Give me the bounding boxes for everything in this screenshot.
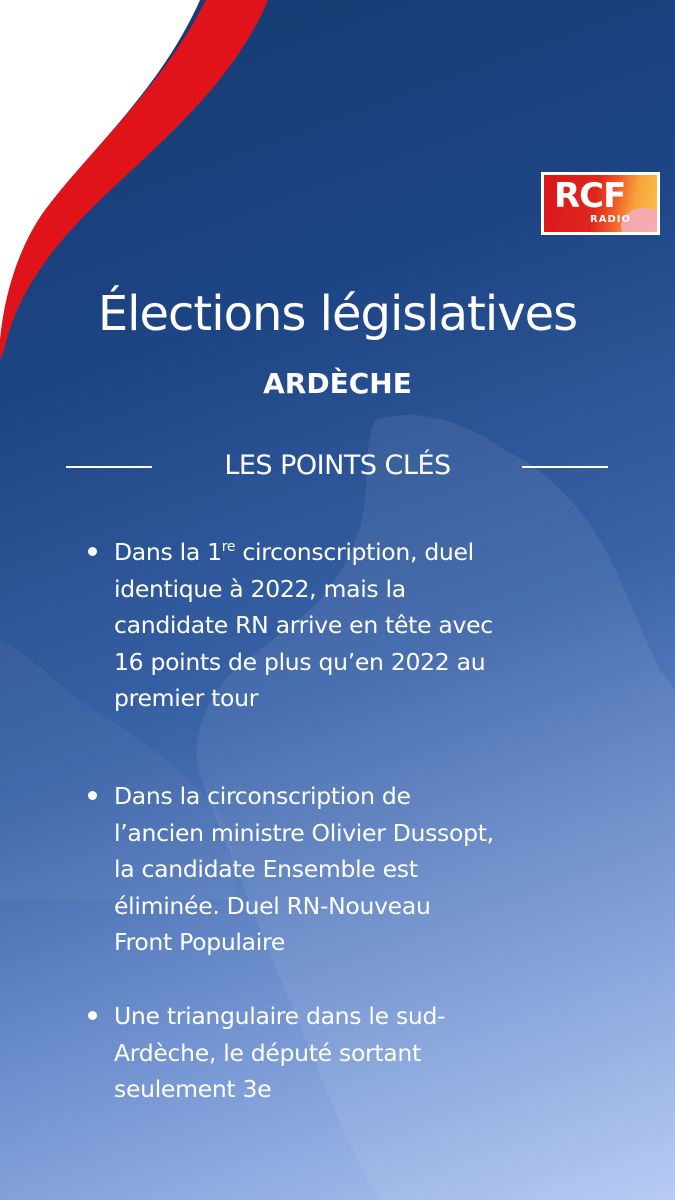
section-title: LES POINTS CLÉS (224, 450, 451, 481)
bullet-dot (88, 791, 97, 800)
list-item-text: Dans la circonscription de l’ancien ministre Olivier Dussopt, la candidate Ensemble est éliminée. Duel RN-Nouveau Front Populaire (114, 782, 494, 956)
logo-word: RCF (554, 176, 626, 216)
page-subtitle: ARDÈCHE (263, 367, 412, 400)
page-title: Élections législatives (97, 286, 578, 342)
superscript: re (221, 539, 236, 555)
list-item-text: Dans la 1re circonscription, duel identique à 2022, mais la candidate RN arrive en tête avec 16 points de plus qu’en 2022 au premier tour (114, 538, 493, 712)
bullet-dot (88, 547, 97, 556)
list-item-text: Une triangulaire dans le sud-Ardèche, le député sortant seulement 3e (114, 1002, 446, 1103)
bullet-dot (88, 1011, 97, 1020)
logo-sub: RADIO (590, 214, 631, 225)
